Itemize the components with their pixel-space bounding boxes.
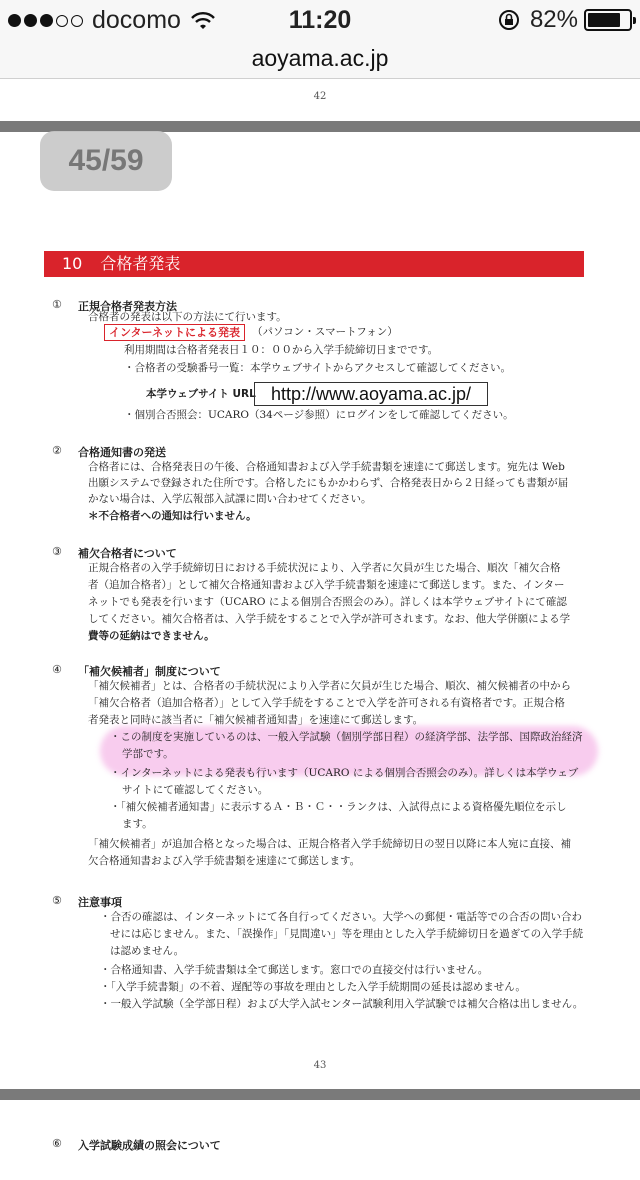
text-line: 欠合格通知書および入学手続書類を速達にて郵送します。 [88,855,361,867]
item-heading [52,545,177,561]
text-line: 利用期間は合格者発表日１０：００から入学手続締切日までです。 [124,344,439,356]
pdf-page-next [0,1100,640,1180]
page-number: 43 [313,1060,327,1071]
text-line: ・この制度を実施しているのは、一般入学試験（個別学部日程）の経済学部、法学部、国際政治経済 [110,731,583,743]
item-heading [52,663,221,679]
item-number: ② [52,444,62,457]
text-line: ・インターネットによる発表も行います（UCARO による個別合否照会のみ）。詳しくは本学ウェブ [110,767,579,779]
text-line: 「補欠候補者」とは、合格者の手続状況により入学者に欠員が生じた場合、順次、補欠候補者の中から [88,680,571,692]
pdf-page [0,132,640,1089]
page-counter: 45/59 [40,131,172,191]
item-title: 「補欠候補者」制度について [78,665,221,678]
section-heading [44,251,584,277]
clock: 11:20 [288,6,352,34]
web-url-link[interactable]: http://www.aoyama.ac.jp/ [254,382,488,406]
section-title: 合格者発表 [100,254,181,273]
status-bar [0,0,640,40]
section-number: 10 [62,254,83,273]
item-title: 正規合格者発表方法 [78,300,177,313]
battery-fill [588,13,620,27]
item-title: 入学試験成績の照会について [78,1139,221,1152]
text-line: ます。 [122,818,153,830]
carrier-name: docomo [92,6,181,34]
item-number: ⑤ [52,894,62,907]
item-heading [52,1137,221,1153]
text-line: 費等の延納はできません。 [88,630,215,642]
text-line: （パソコン・スマートフォン） [252,326,398,338]
text-line: ・合格者の受験番号一覧：本学ウェブサイトからアクセスして確認してください。 [124,362,512,374]
pdf-page-previous [0,79,640,121]
text-line: ・合否の確認は、インターネットにて各自行ってください。大学への郵便・電話等での合否の問い合わ [100,911,583,923]
text-line: ・「補欠候補者通知書」に表示するＡ・Ｂ・Ｃ・・ランクは、入試得点による資格優先順位を示し [110,801,567,813]
pdf-viewer[interactable] [0,79,640,1152]
page-number: 42 [313,91,327,102]
text-line: 出願システムで登録された住所です。合格したにもかかわらず、合格発表日から２日経っても書類が届 [88,477,569,489]
text-line: せには応じません。また、「誤操作」「見間違い」等を理由とした入学手続締切日を過ぎての入学手続 [110,928,584,940]
item-number: ③ [52,545,62,558]
text-line: かない場合は、入学広報部入試課に問い合わせてください。 [88,493,372,505]
address-bar[interactable] [0,40,640,79]
status-right [498,6,632,34]
item-number: ① [52,298,62,311]
text-line: してください。補欠合格者は、入学手続をすることで入学が許可されます。なお、他大学併願による学 [88,613,571,625]
url-text[interactable]: aoyama.ac.jp [251,45,389,71]
item-number: ⑥ [52,1137,62,1150]
text-line: ・個別合否照会：UCARO（34ページ参照）にログインをして確認してください。 [124,409,514,421]
text-line: ・一般入学試験（全学部日程）および大学入試センター試験利用入学試験では補欠合格は出しません。 [100,998,584,1010]
text-line: 「補欠合格者（追加合格者）」として入学手続をすることで入学を許可される有資格者です。正規合格 [88,697,565,709]
web-url-label: 本学ウェブサイト URL [146,388,256,400]
text-line: 合格者には、合格発表日の午後、合格通知書および入学手続書類を速達にて郵送します。宛先は Web [88,461,565,473]
text-line: 者発表と同時に該当者に「補欠候補者通知書」を速達にて郵送します。 [88,714,424,726]
text-line: 正規合格者の入学手続締切日における手続状況により、入学者に欠員が生じた場合、順次「補欠合格 [88,562,561,574]
text-line: は認めません。 [110,945,185,957]
rotation-lock-icon [498,9,520,31]
text-line: ＊不合格者への通知は行いません。 [88,510,257,522]
battery-icon [584,9,632,31]
item-title: 補欠合格者について [78,547,177,560]
text-line: 合格者の発表は以下の方法にて行います。 [88,311,287,323]
text-line: ・合格通知書、入学手続書類は全て郵送します。窓口での直接交付は行いません。 [100,964,489,976]
text-line: 者（追加合格者）」として補欠合格通知書および入学手続書類を速達にて郵送します。また、インター [88,579,565,591]
item-number: ④ [52,663,62,676]
item-heading [52,444,166,460]
item-heading [52,894,122,910]
battery-percent: 82% [529,6,578,33]
internet-announcement-label: インターネットによる発表 [104,324,245,341]
item-title: 注意事項 [78,896,122,909]
text-line: 学部です。 [122,748,174,760]
text-line: 「補欠候補者」が追加合格となった場合は、正規合格者入学手続締切日の翌日以降に本人宛に直接、補 [88,838,571,850]
text-line: ・「入学手続書類」の不着、遅配等の事故を理由とした入学手続期間の延長は認めません。 [100,981,526,993]
text-line: ネットでも発表を行います（UCARO による個別合否照会のみ）。詳しくは本学ウェブサイトにて確認 [88,596,567,608]
item-title: 合格通知書の発送 [78,446,166,459]
text-line: サイトにて確認してください。 [122,784,269,796]
